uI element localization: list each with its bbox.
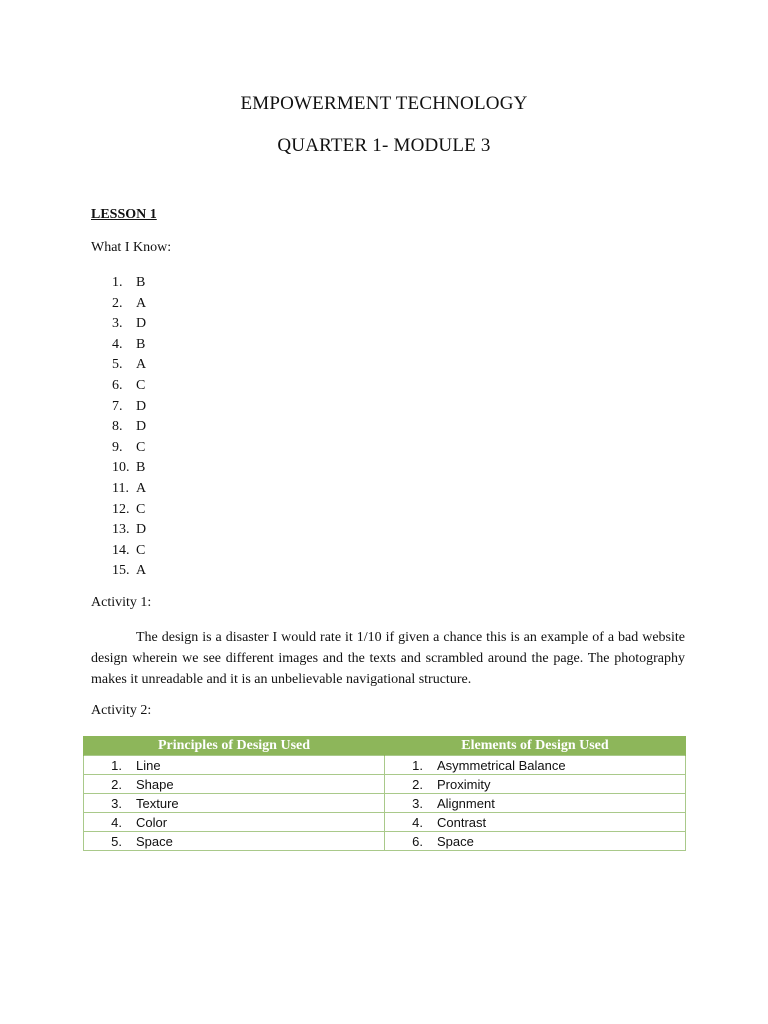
element-cell bbox=[385, 775, 686, 794]
answer-value: D bbox=[136, 419, 147, 435]
answer-value: C bbox=[136, 439, 146, 455]
table-row bbox=[84, 775, 686, 794]
element-cell bbox=[385, 832, 686, 851]
list-item bbox=[112, 355, 146, 376]
principle-cell bbox=[84, 756, 385, 775]
answer-number: 1. bbox=[112, 275, 123, 290]
principle-number: 1. bbox=[111, 757, 122, 773]
answer-list bbox=[112, 273, 146, 582]
element-cell bbox=[385, 813, 686, 832]
table-row bbox=[84, 832, 686, 851]
what-i-know-label: What I Know: bbox=[91, 240, 172, 255]
answer-number: 4. bbox=[112, 336, 123, 352]
list-item bbox=[112, 397, 146, 418]
answer-number: 15. bbox=[112, 563, 130, 579]
element-number: 2. bbox=[412, 776, 423, 792]
lesson-heading: LESSON 1 bbox=[91, 207, 157, 222]
design-table bbox=[83, 736, 686, 851]
principle-cell bbox=[84, 832, 385, 851]
element-text: Alignment bbox=[437, 795, 495, 811]
answer-number: 8. bbox=[112, 419, 123, 435]
answer-number: 7. bbox=[112, 398, 123, 414]
answer-number: 6. bbox=[112, 377, 123, 393]
element-cell bbox=[385, 756, 686, 775]
principle-text: Texture bbox=[136, 795, 179, 811]
answer-value: A bbox=[136, 563, 147, 579]
answer-value: D bbox=[136, 316, 147, 332]
principles-header: Principles of Design Used bbox=[84, 736, 385, 756]
list-item bbox=[112, 500, 146, 521]
answer-number: 11. bbox=[112, 480, 129, 496]
list-item bbox=[112, 335, 146, 356]
principle-cell bbox=[84, 813, 385, 832]
answer-number: 9. bbox=[112, 439, 123, 455]
list-item bbox=[112, 273, 146, 294]
table-row bbox=[84, 794, 686, 813]
element-number: 1. bbox=[412, 757, 423, 773]
answer-value: D bbox=[136, 522, 147, 538]
principle-text: Space bbox=[136, 833, 173, 849]
answer-value: C bbox=[136, 542, 146, 558]
principle-number: 2. bbox=[111, 776, 122, 792]
elements-header: Elements of Design Used bbox=[385, 736, 686, 756]
list-item bbox=[112, 294, 146, 315]
answer-value: A bbox=[136, 480, 147, 496]
answer-value: B bbox=[136, 275, 146, 290]
answer-number: 13. bbox=[112, 522, 130, 538]
document-subtitle: QUARTER 1- MODULE 3 bbox=[277, 135, 491, 156]
principle-text: Shape bbox=[136, 776, 174, 792]
answer-value: B bbox=[136, 460, 146, 476]
principle-text: Line bbox=[136, 757, 161, 773]
answer-number: 10. bbox=[112, 460, 130, 476]
activity1-paragraph: The design is a disaster I would rate it 1/10 if given a chance this is an example of a bad website design wherein we see different images and the texts and scrambled around the page. The photography makes it unreadable and it is an unbelievable navigational structure. bbox=[91, 630, 685, 687]
element-text: Contrast bbox=[437, 814, 487, 830]
list-item bbox=[112, 376, 146, 397]
answer-value: A bbox=[136, 295, 147, 311]
answer-number: 12. bbox=[112, 501, 130, 517]
element-number: 4. bbox=[412, 814, 423, 830]
table-row bbox=[84, 813, 686, 832]
element-cell bbox=[385, 794, 686, 813]
principle-text: Color bbox=[136, 814, 168, 830]
list-item bbox=[112, 561, 146, 582]
list-item bbox=[112, 458, 146, 479]
answer-value: D bbox=[136, 398, 147, 414]
principle-number: 4. bbox=[111, 814, 122, 830]
answer-number: 14. bbox=[112, 542, 130, 558]
list-item bbox=[112, 417, 146, 438]
list-item bbox=[112, 541, 146, 562]
answer-number: 5. bbox=[112, 357, 123, 373]
document-title: EMPOWERMENT TECHNOLOGY bbox=[240, 93, 528, 114]
element-number: 3. bbox=[412, 795, 423, 811]
answer-value: A bbox=[136, 357, 147, 373]
answer-value: B bbox=[136, 336, 146, 352]
element-text: Asymmetrical Balance bbox=[437, 757, 566, 773]
list-item bbox=[112, 479, 146, 500]
activity1-label: Activity 1: bbox=[91, 595, 152, 610]
principle-number: 3. bbox=[111, 795, 122, 811]
element-text: Proximity bbox=[437, 776, 491, 792]
element-text: Space bbox=[437, 833, 474, 849]
list-item bbox=[112, 438, 146, 459]
answer-value: C bbox=[136, 377, 146, 393]
element-number: 6. bbox=[412, 833, 423, 849]
principle-cell bbox=[84, 775, 385, 794]
activity2-label: Activity 2: bbox=[91, 703, 152, 718]
table-header-row bbox=[84, 736, 686, 756]
principle-cell bbox=[84, 794, 385, 813]
principle-number: 5. bbox=[111, 833, 122, 849]
list-item bbox=[112, 314, 146, 335]
answer-number: 2. bbox=[112, 295, 123, 311]
answer-value: C bbox=[136, 501, 146, 517]
list-item bbox=[112, 520, 146, 541]
table-row bbox=[84, 756, 686, 775]
answer-number: 3. bbox=[112, 316, 123, 332]
